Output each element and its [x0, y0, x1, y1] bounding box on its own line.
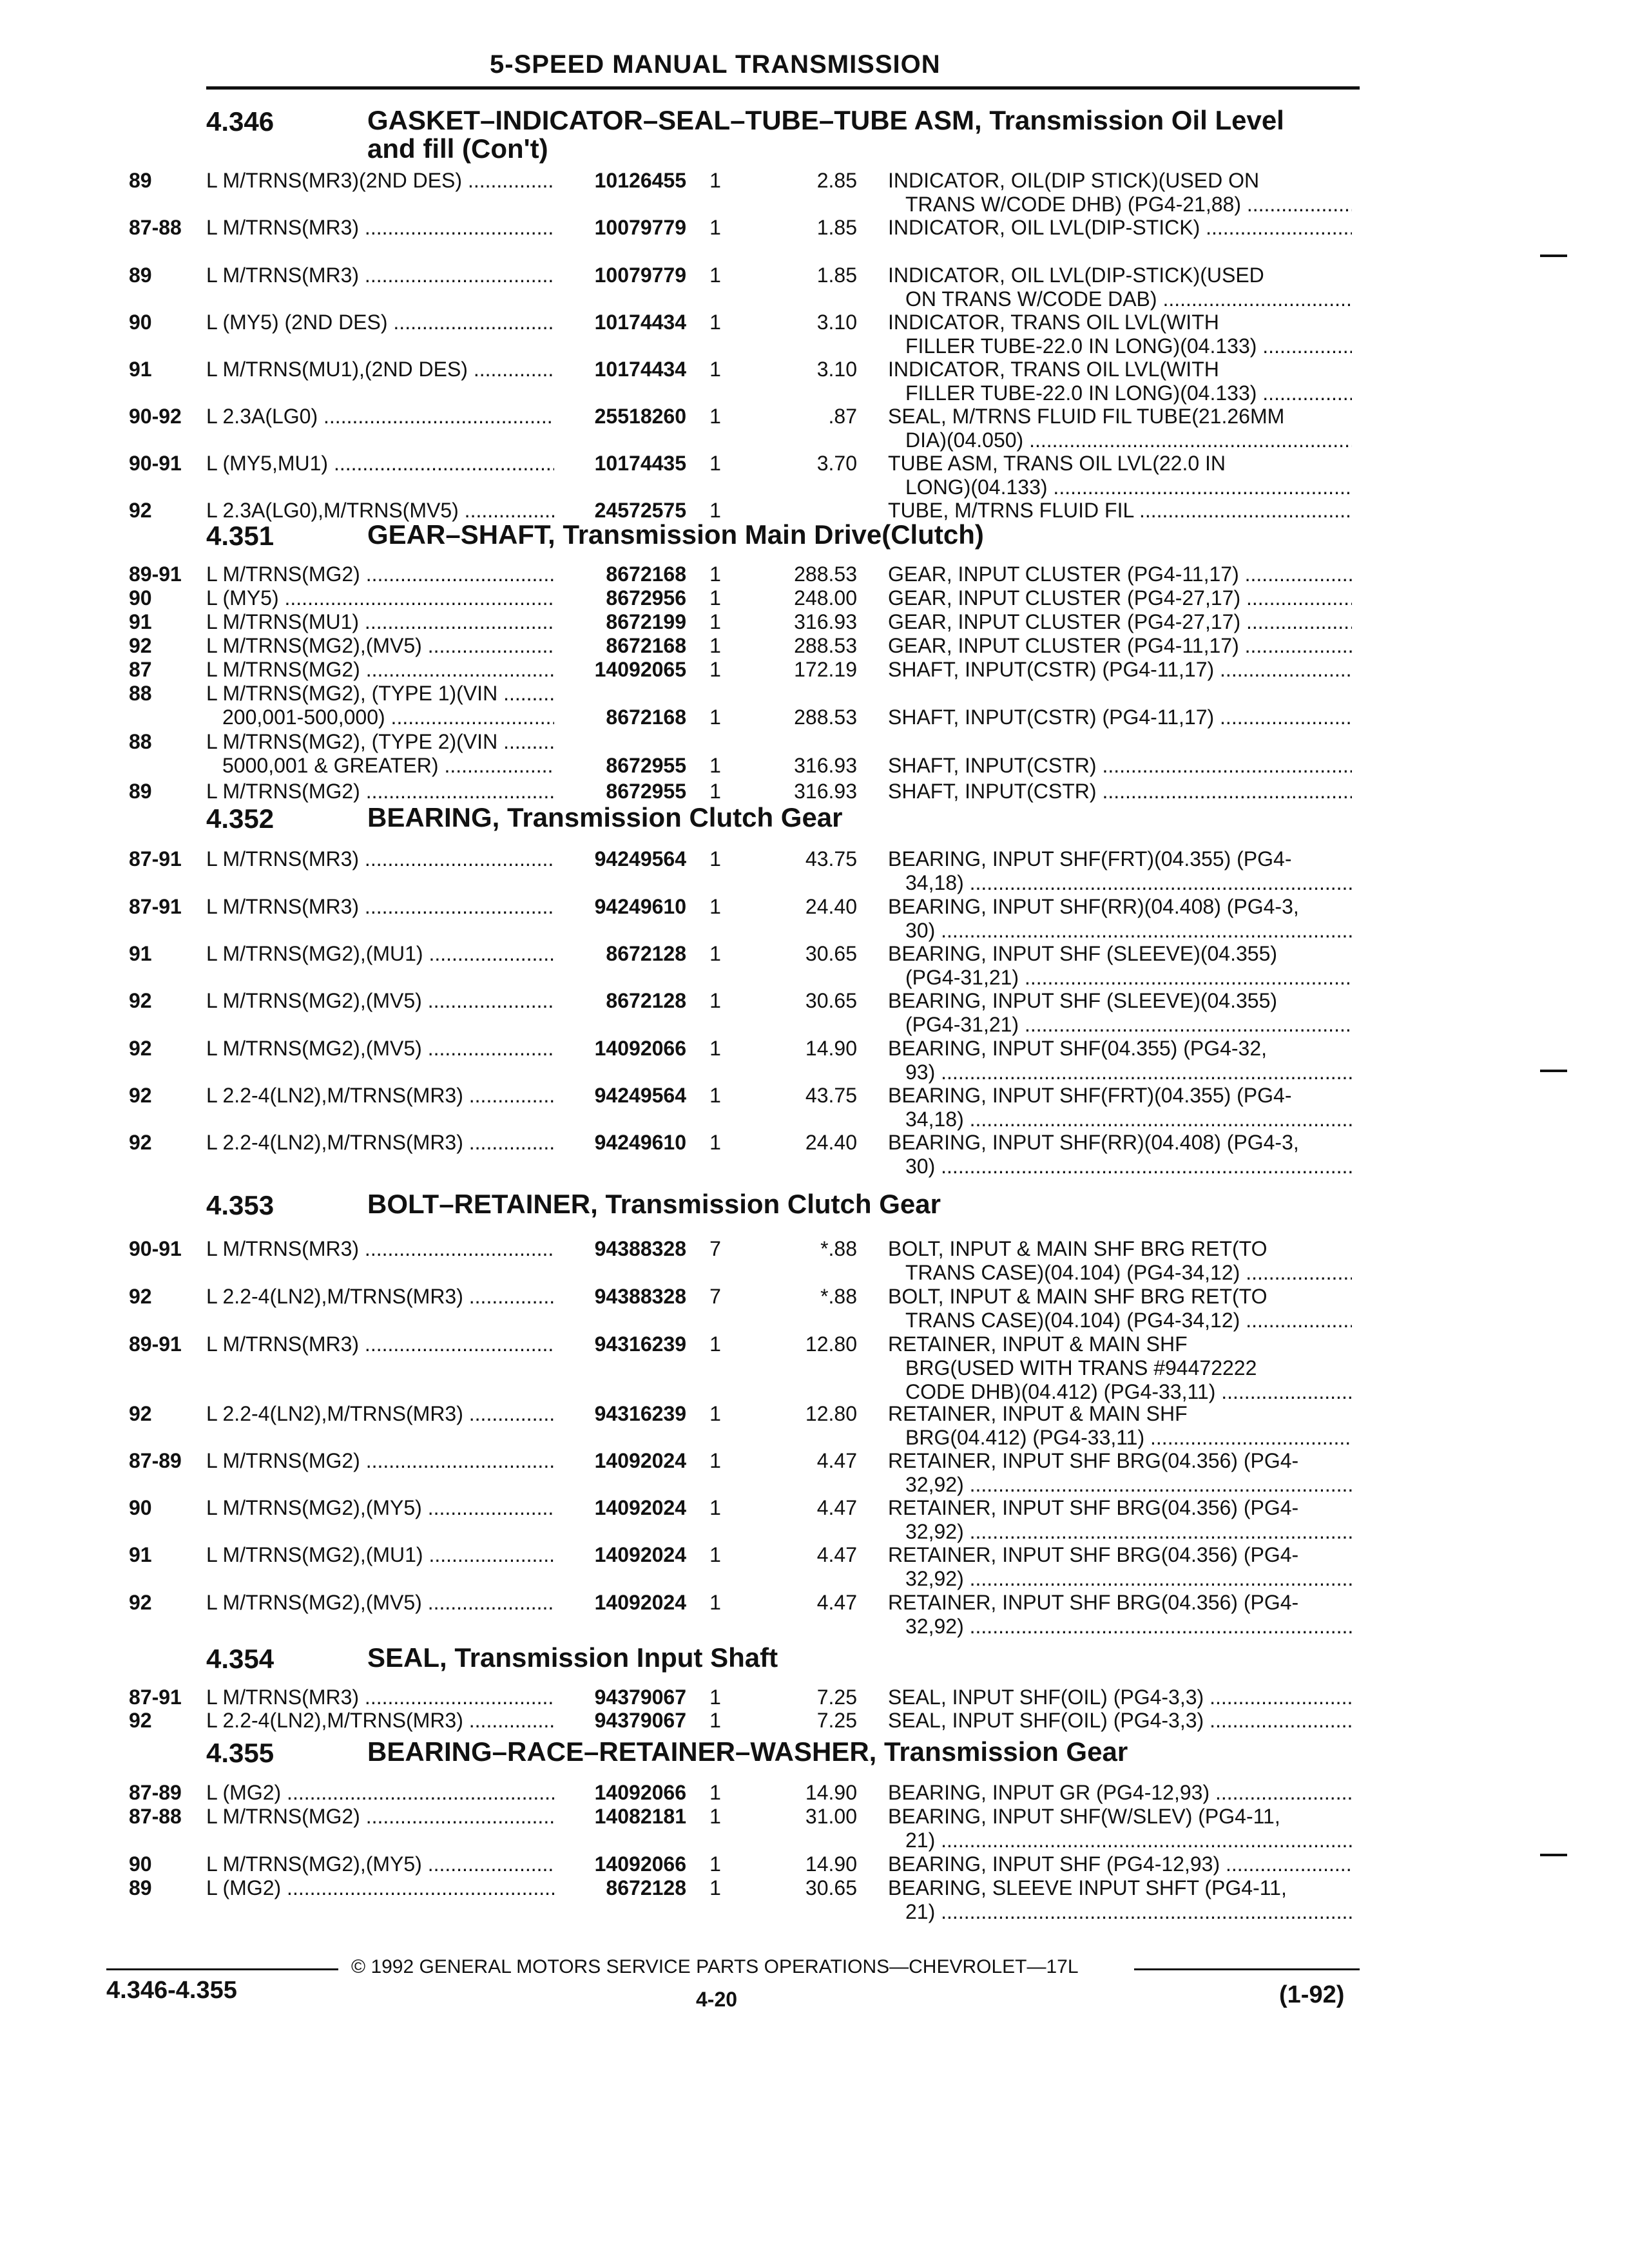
description: SHAFT, INPUT(CSTR) (PG4-11,17) .....: [888, 706, 1352, 729]
price: .87: [828, 405, 857, 428]
part-number: 94379067: [594, 1686, 686, 1709]
description-continued: 34,18) .....: [905, 1108, 1352, 1131]
description-continued: LONG)(04.133) .....: [905, 476, 1352, 499]
description: INDICATOR, TRANS OIL LVL(WITH: [888, 358, 1219, 381]
application: L M/TRNS(MG2),(MU1) .....: [206, 1543, 554, 1567]
description-continued: 30) .....: [905, 919, 1352, 943]
application-continued: 200,001-500,000) .....: [222, 706, 554, 729]
price: 288.53: [794, 634, 857, 657]
part-number: 10174435: [594, 452, 686, 475]
application: L (MY5) .....: [206, 586, 554, 610]
model-year: 87-89: [129, 1781, 182, 1804]
part-number: 14092024: [594, 1449, 686, 1472]
part-number: 8672199: [606, 610, 686, 633]
description-continued: 21) .....: [905, 1900, 1352, 1924]
application: L M/TRNS(MR3) .....: [206, 216, 554, 240]
application: L M/TRNS(MG2) .....: [206, 1805, 554, 1829]
description-continued: 34,18) .....: [905, 871, 1352, 895]
price: 24.40: [805, 895, 857, 918]
model-year: 90-92: [129, 405, 182, 428]
application: L M/TRNS(MG2),(MV5) .....: [206, 1037, 554, 1061]
price: 43.75: [805, 1084, 857, 1107]
part-number: 14092024: [594, 1591, 686, 1614]
model-year: 91: [129, 1543, 152, 1566]
description: SHAFT, INPUT(CSTR) .....: [888, 754, 1352, 778]
section-number: 4.351: [206, 521, 275, 551]
quantity: 1: [709, 706, 721, 729]
description-continued: BRG(04.412) (PG4-33,11) .....: [905, 1426, 1352, 1450]
application: L 2.2-4(LN2),M/TRNS(MR3) .....: [206, 1285, 554, 1309]
model-year: 92: [129, 1084, 152, 1107]
description-continued: FILLER TUBE-22.0 IN LONG)(04.133) .....: [905, 334, 1352, 358]
application: L M/TRNS(MG2),(MU1) .....: [206, 942, 554, 966]
part-number: 8672168: [606, 706, 686, 729]
quantity: 1: [709, 847, 721, 870]
model-year: 92: [129, 634, 152, 657]
quantity: 1: [709, 264, 721, 287]
price: 172.19: [794, 658, 857, 681]
quantity: 1: [709, 499, 721, 522]
section-number: 4.354: [206, 1644, 275, 1674]
description: BOLT, INPUT & MAIN SHF BRG RET(TO: [888, 1237, 1268, 1260]
description-continued: ON TRANS W/CODE DAB) .....: [905, 287, 1352, 311]
section-title: BOLT–RETAINER, Transmission Clutch Gear: [367, 1189, 941, 1219]
model-year: 90: [129, 311, 152, 334]
footer-rule-left: [106, 1968, 338, 1970]
description-continued: 32,92) .....: [905, 1615, 1352, 1639]
description: TUBE, M/TRNS FLUID FIL .....: [888, 499, 1352, 523]
application: L M/TRNS(MR3) .....: [206, 895, 554, 919]
section-title: GEAR–SHAFT, Transmission Main Drive(Clutch): [367, 519, 984, 550]
quantity: 1: [709, 452, 721, 475]
quantity: 1: [709, 1876, 721, 1899]
section-number: 4.355: [206, 1738, 275, 1768]
quantity: 1: [709, 1709, 721, 1732]
quantity: 1: [709, 1332, 721, 1356]
price: 288.53: [794, 706, 857, 729]
part-number: 94388328: [594, 1285, 686, 1308]
application: L 2.2-4(LN2),M/TRNS(MR3) .....: [206, 1402, 554, 1426]
application: L M/TRNS(MR3) .....: [206, 1332, 554, 1356]
quantity: 1: [709, 658, 721, 681]
model-year: 87-91: [129, 1686, 182, 1709]
footer-page-number: 4-20: [696, 1988, 738, 2011]
price: 31.00: [805, 1805, 857, 1828]
part-number: 94249610: [594, 895, 686, 918]
model-year: 91: [129, 358, 152, 381]
price: 4.47: [816, 1496, 857, 1519]
description: BEARING, INPUT SHF (SLEEVE)(04.355): [888, 989, 1278, 1012]
part-number: 14092024: [594, 1496, 686, 1519]
quantity: 1: [709, 1496, 721, 1519]
description-continued: 32,92) .....: [905, 1473, 1352, 1497]
description: BEARING, INPUT SHF (SLEEVE)(04.355): [888, 942, 1278, 965]
application: L (MG2) .....: [206, 1781, 554, 1805]
model-year: 87-88: [129, 1805, 182, 1828]
application: L M/TRNS(MU1),(2ND DES) .....: [206, 358, 554, 381]
part-number: 24572575: [594, 499, 686, 522]
price: 43.75: [805, 847, 857, 870]
part-number: 94316239: [594, 1402, 686, 1425]
application: L M/TRNS(MG2), (TYPE 1)(VIN .....: [206, 682, 554, 706]
application: L M/TRNS(MG2),(MY5) .....: [206, 1852, 554, 1876]
model-year: 90: [129, 1852, 152, 1876]
part-number: 14092066: [594, 1037, 686, 1060]
model-year: 90: [129, 1496, 152, 1519]
description-continued: CODE DHB)(04.412) (PG4-33,11) .....: [905, 1380, 1352, 1404]
model-year: 89-91: [129, 1332, 182, 1356]
part-number: 94249564: [594, 1084, 686, 1107]
model-year: 89: [129, 169, 152, 192]
price: 30.65: [805, 1876, 857, 1899]
part-number: 10126455: [594, 169, 686, 192]
quantity: 1: [709, 1591, 721, 1614]
application: L M/TRNS(MR3)(2ND DES) .....: [206, 169, 554, 193]
part-number: 94316239: [594, 1332, 686, 1356]
price: 316.93: [794, 754, 857, 777]
application: L 2.2-4(LN2),M/TRNS(MR3) .....: [206, 1131, 554, 1155]
quantity: 1: [709, 586, 721, 610]
description: GEAR, INPUT CLUSTER (PG4-11,17) .....: [888, 562, 1352, 586]
description: SEAL, INPUT SHF(OIL) (PG4-3,3) .....: [888, 1686, 1352, 1709]
part-number: 14082181: [594, 1805, 686, 1828]
quantity: 7: [709, 1285, 721, 1308]
part-number: 8672168: [606, 634, 686, 657]
price: 30.65: [805, 942, 857, 965]
application: L M/TRNS(MG2),(MV5) .....: [206, 634, 554, 658]
application: L M/TRNS(MG2),(MV5) .....: [206, 1591, 554, 1615]
part-number: 94379067: [594, 1709, 686, 1732]
quantity: 1: [709, 634, 721, 657]
quantity: 1: [709, 358, 721, 381]
description: GEAR, INPUT CLUSTER (PG4-11,17) .....: [888, 634, 1352, 658]
description-continued: 32,92) .....: [905, 1520, 1352, 1544]
part-number: 14092066: [594, 1781, 686, 1804]
model-year: 92: [129, 1131, 152, 1154]
model-year: 92: [129, 499, 152, 522]
part-number: 10174434: [594, 358, 686, 381]
description-continued: FILLER TUBE-22.0 IN LONG)(04.133) .....: [905, 381, 1352, 405]
part-number: 8672128: [606, 1876, 686, 1899]
price: 316.93: [794, 610, 857, 633]
description-continued: TRANS CASE)(04.104) (PG4-34,12) .....: [905, 1309, 1352, 1332]
application: L M/TRNS(MR3) .....: [206, 1686, 554, 1709]
price: 14.90: [805, 1852, 857, 1876]
price: 12.80: [805, 1402, 857, 1425]
part-number: 14092065: [594, 658, 686, 681]
model-year: 92: [129, 1285, 152, 1308]
quantity: 1: [709, 895, 721, 918]
section-number: 4.346: [206, 106, 275, 137]
quantity: 1: [709, 1402, 721, 1425]
quantity: 1: [709, 216, 721, 239]
description: BEARING, INPUT SHF(W/SLEV) (PG4-11,: [888, 1805, 1280, 1828]
margin-mark: [1540, 1854, 1567, 1856]
model-year: 88: [129, 682, 152, 705]
quantity: 1: [709, 1852, 721, 1876]
price: 316.93: [794, 780, 857, 803]
model-year: 90: [129, 586, 152, 610]
quantity: 1: [709, 989, 721, 1012]
model-year: 90-91: [129, 452, 182, 475]
part-number: 10079779: [594, 264, 686, 287]
quantity: 1: [709, 311, 721, 334]
part-number: 10174434: [594, 311, 686, 334]
application: L M/TRNS(MG2),(MV5) .....: [206, 989, 554, 1013]
description: INDICATOR, OIL LVL(DIP-STICK) .....: [888, 216, 1352, 240]
model-year: 87-89: [129, 1449, 182, 1472]
description: INDICATOR, OIL LVL(DIP-STICK)(USED: [888, 264, 1264, 287]
price: 1.85: [816, 264, 857, 287]
quantity: 7: [709, 1237, 721, 1260]
price: 7.25: [816, 1709, 857, 1732]
part-number: 94249564: [594, 847, 686, 870]
description: BEARING, INPUT SHF (PG4-12,93) .....: [888, 1852, 1352, 1876]
description: RETAINER, INPUT SHF BRG(04.356) (PG4-: [888, 1591, 1299, 1614]
description: BEARING, INPUT SHF(FRT)(04.355) (PG4-: [888, 847, 1292, 870]
description: INDICATOR, TRANS OIL LVL(WITH: [888, 311, 1219, 334]
model-year: 89-91: [129, 562, 182, 586]
description: BOLT, INPUT & MAIN SHF BRG RET(TO: [888, 1285, 1268, 1308]
price: 12.80: [805, 1332, 857, 1356]
application: L M/TRNS(MU1) .....: [206, 610, 554, 634]
part-number: 14092024: [594, 1543, 686, 1566]
description: TUBE ASM, TRANS OIL LVL(22.0 IN: [888, 452, 1226, 475]
quantity: 1: [709, 942, 721, 965]
description-continued: (PG4-31,21) .....: [905, 966, 1352, 990]
description: GEAR, INPUT CLUSTER (PG4-27,17) .....: [888, 610, 1352, 634]
description: SHAFT, INPUT(CSTR) (PG4-11,17) .....: [888, 658, 1352, 682]
model-year: 92: [129, 1591, 152, 1614]
quantity: 1: [709, 1805, 721, 1828]
quantity: 1: [709, 610, 721, 633]
description-continued: 21) .....: [905, 1829, 1352, 1852]
description: GEAR, INPUT CLUSTER (PG4-27,17) .....: [888, 586, 1352, 610]
section-title: BEARING–RACE–RETAINER–WASHER, Transmission Gear: [367, 1736, 1128, 1767]
description: RETAINER, INPUT & MAIN SHF: [888, 1332, 1188, 1356]
section-number: 4.353: [206, 1190, 275, 1220]
description: SHAFT, INPUT(CSTR) .....: [888, 780, 1352, 803]
application: L M/TRNS(MG2) .....: [206, 780, 554, 803]
application: L (MG2) .....: [206, 1876, 554, 1900]
price: 3.10: [816, 358, 857, 381]
page-title: 5-SPEED MANUAL TRANSMISSION: [490, 50, 941, 79]
model-year: 89: [129, 780, 152, 803]
price: 3.10: [816, 311, 857, 334]
description: SEAL, M/TRNS FLUID FIL TUBE(21.26MM: [888, 405, 1285, 428]
model-year: 92: [129, 1037, 152, 1060]
quantity: 1: [709, 1686, 721, 1709]
application: L M/TRNS(MG2),(MY5) .....: [206, 1496, 554, 1520]
part-number: 8672955: [606, 780, 686, 803]
application-continued: 5000,001 & GREATER) .....: [222, 754, 554, 778]
application: L 2.2-4(LN2),M/TRNS(MR3) .....: [206, 1709, 554, 1733]
description: RETAINER, INPUT SHF BRG(04.356) (PG4-: [888, 1543, 1299, 1566]
model-year: 92: [129, 989, 152, 1012]
section-title: SEAL, Transmission Input Shaft: [367, 1642, 778, 1673]
part-number: 8672168: [606, 562, 686, 586]
part-number: 94249610: [594, 1131, 686, 1154]
quantity: 1: [709, 780, 721, 803]
description: RETAINER, INPUT SHF BRG(04.356) (PG4-: [888, 1496, 1299, 1519]
footer-date: (1-92): [1279, 1981, 1345, 2008]
application: L M/TRNS(MR3) .....: [206, 264, 554, 287]
quantity: 1: [709, 169, 721, 192]
model-year: 87-88: [129, 216, 182, 239]
quantity: 1: [709, 1449, 721, 1472]
application: L 2.2-4(LN2),M/TRNS(MR3) .....: [206, 1084, 554, 1108]
application: L M/TRNS(MG2) .....: [206, 658, 554, 682]
description-continued: TRANS W/CODE DHB) (PG4-21,88) .....: [905, 193, 1352, 216]
section-title: BEARING, Transmission Clutch Gear: [367, 802, 843, 832]
quantity: 1: [709, 754, 721, 777]
description: INDICATOR, OIL(DIP STICK)(USED ON: [888, 169, 1260, 192]
part-number: 25518260: [594, 405, 686, 428]
description: BEARING, INPUT SHF(04.355) (PG4-32,: [888, 1037, 1268, 1060]
price: 24.40: [805, 1131, 857, 1154]
quantity: 1: [709, 1084, 721, 1107]
price: 288.53: [794, 562, 857, 586]
price: 4.47: [816, 1591, 857, 1614]
application: L M/TRNS(MG2) .....: [206, 1449, 554, 1473]
section-number: 4.352: [206, 803, 275, 834]
quantity: 1: [709, 1131, 721, 1154]
price: 30.65: [805, 989, 857, 1012]
description: SEAL, INPUT SHF(OIL) (PG4-3,3) .....: [888, 1709, 1352, 1733]
price: *.88: [820, 1237, 857, 1260]
footer-rule-right: [1134, 1968, 1360, 1970]
description: RETAINER, INPUT SHF BRG(04.356) (PG4-: [888, 1449, 1299, 1472]
description-continued: DIA)(04.050) .....: [905, 428, 1352, 452]
footer-section-range: 4.346-4.355: [106, 1977, 237, 2004]
price: 4.47: [816, 1449, 857, 1472]
description-continued: BRG(USED WITH TRANS #94472222: [905, 1356, 1257, 1379]
description-continued: 30) .....: [905, 1155, 1352, 1178]
price: 3.70: [816, 452, 857, 475]
model-year: 87: [129, 658, 152, 681]
description-continued: 32,92) .....: [905, 1567, 1352, 1591]
price: 14.90: [805, 1781, 857, 1804]
model-year: 87-91: [129, 895, 182, 918]
description: BEARING, INPUT SHF(RR)(04.408) (PG4-3,: [888, 1131, 1299, 1154]
part-number: 14092066: [594, 1852, 686, 1876]
price: 1.85: [816, 216, 857, 239]
quantity: 1: [709, 1781, 721, 1804]
model-year: 91: [129, 942, 152, 965]
description: BEARING, INPUT GR (PG4-12,93) .....: [888, 1781, 1352, 1805]
margin-mark: [1540, 1070, 1567, 1072]
quantity: 1: [709, 1543, 721, 1566]
application: L 2.3A(LG0) .....: [206, 405, 554, 428]
model-year: 92: [129, 1709, 152, 1732]
part-number: 8672956: [606, 586, 686, 610]
model-year: 89: [129, 1876, 152, 1899]
price: *.88: [820, 1285, 857, 1308]
part-number: 10079779: [594, 216, 686, 239]
description-continued: 93) .....: [905, 1061, 1352, 1084]
description-continued: TRANS CASE)(04.104) (PG4-34,12) .....: [905, 1261, 1352, 1285]
part-number: 94388328: [594, 1237, 686, 1260]
application: L M/TRNS(MG2), (TYPE 2)(VIN .....: [206, 730, 554, 754]
part-number: 8672128: [606, 989, 686, 1012]
margin-mark: [1540, 255, 1567, 257]
application: L M/TRNS(MR3) .....: [206, 1237, 554, 1261]
model-year: 92: [129, 1402, 152, 1425]
model-year: 88: [129, 730, 152, 753]
section-title: GASKET–INDICATOR–SEAL–TUBE–TUBE ASM, Transmission Oil Level: [367, 105, 1284, 135]
application: L M/TRNS(MG2) .....: [206, 562, 554, 586]
header-rule: [206, 86, 1360, 90]
description: RETAINER, INPUT & MAIN SHF: [888, 1402, 1188, 1425]
quantity: 1: [709, 1037, 721, 1060]
part-number: 8672955: [606, 754, 686, 777]
application: L 2.3A(LG0),M/TRNS(MV5) .....: [206, 499, 554, 523]
part-number: 8672128: [606, 942, 686, 965]
description: BEARING, SLEEVE INPUT SHFT (PG4-11,: [888, 1876, 1287, 1899]
section-title-continued: and fill (Con't): [367, 133, 548, 164]
footer-copyright: © 1992 GENERAL MOTORS SERVICE PARTS OPERATIONS—CHEVROLET—17L: [351, 1956, 1079, 1977]
description: BEARING, INPUT SHF(RR)(04.408) (PG4-3,: [888, 895, 1299, 918]
price: 248.00: [794, 586, 857, 610]
application: L M/TRNS(MR3) .....: [206, 847, 554, 871]
model-year: 91: [129, 610, 152, 633]
price: 7.25: [816, 1686, 857, 1709]
price: 4.47: [816, 1543, 857, 1566]
price: 2.85: [816, 169, 857, 192]
quantity: 1: [709, 405, 721, 428]
model-year: 90-91: [129, 1237, 182, 1260]
model-year: 89: [129, 264, 152, 287]
application: L (MY5,MU1) .....: [206, 452, 554, 476]
price: 14.90: [805, 1037, 857, 1060]
model-year: 87-91: [129, 847, 182, 870]
quantity: 1: [709, 562, 721, 586]
description: BEARING, INPUT SHF(FRT)(04.355) (PG4-: [888, 1084, 1292, 1107]
description-continued: (PG4-31,21) .....: [905, 1013, 1352, 1037]
application: L (MY5) (2ND DES) .....: [206, 311, 554, 334]
